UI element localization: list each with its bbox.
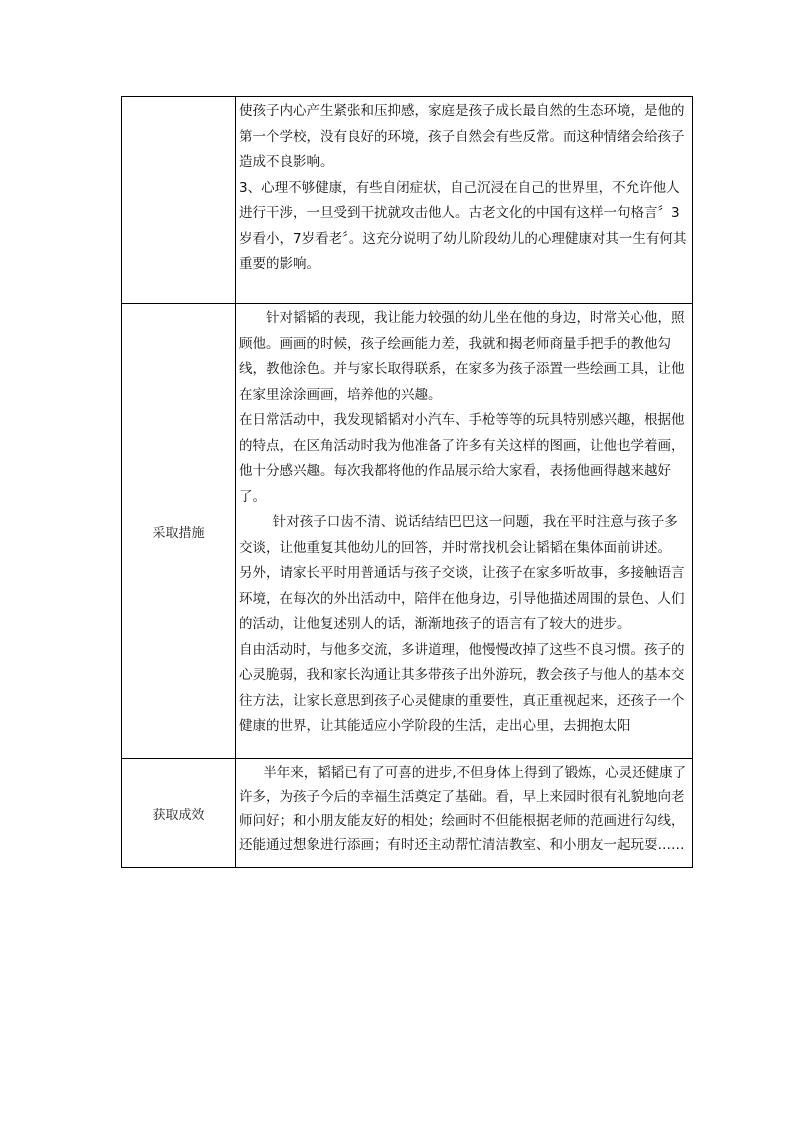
table-row	[122, 759, 693, 868]
paragraph: 针对孩子口齿不清、说话结结巴巴这一问题，我在平时注意与孩子多交谈，让他重复其他幼儿的回答，并时常找机会让韬韬在集体面前讲述。 另外，请家长平时用普通话与孩子交谈，让孩子在家多听故事，多接触语言环境，在每次的外出活动中，陪伴在他身边，引导他描述周围的景色、人们的活动，让他复述别人的话，渐渐地孩子的语言有了较大的进步。	[239, 514, 705, 632]
row-label: 采取措施	[122, 304, 236, 759]
row-content	[236, 759, 693, 868]
table-row	[122, 97, 693, 304]
row-content	[236, 97, 693, 304]
paragraph: 半年来，韬韬已有了可喜的进步,不但身体上得到了锻炼，心灵还健康了许多，为孩子今后的幸福生活奠定了基础。看，早上来园时很有礼貌地向老师问好；和小朋友能友好的相处；绘画时不但能根据老师的范画进行勾线，还能通过想象进行添画；有时还主动帮忙清洁教室、和小朋友一起玩耍……	[239, 765, 687, 853]
row-label	[122, 97, 236, 304]
paragraph: 3、心理不够健康，有些自闭症状，自己沉浸在自己的世界里，不允许他人进行干涉，一旦受到干扰就攻击他人。古老文化的中国有这样一句格言〞3岁看小，7岁看老〞。这充分说明了幼儿阶段幼儿的心理健康对其一生有何其重要的影响。	[239, 179, 687, 272]
paragraph: 在日常活动中，我发现韬韬对小汽车、手枪等等的玩具特别感兴趣，根据他的特点，在区角活动时我为他准备了许多有关这样的图画，让他也学着画，他十分感兴趣。每次我都将他的作品展示给大家看，表扬他画得越来越好了。	[239, 412, 685, 505]
paragraph: 自由活动时，与他多交流，多讲道理，他慢慢改掉了这些不良习惯。孩子的心灵脆弱，我和家长沟通让其多带孩子出外游玩，教会孩子与他人的基本交往方法，让家长意思到孩子心灵健康的重要性，真正重视起来，还孩子一个健康的世界，让其能适应小学阶段的生活，走出心里，去拥抱太阳	[239, 641, 685, 734]
row-content	[236, 304, 705, 759]
paragraph: 针对韬韬的表现，我让能力较强的幼儿坐在他的身边，时常关心他，照顾他。画画的时候，孩子绘画能力差，我就和揭老师商量手把手的教他勾线，教他涂色。并与家长取得联系，在家多为孩子添置一些绘画工具，让他在家里涂涂画画，培养他的兴趣。	[239, 310, 685, 403]
row-label: 获取成效	[122, 759, 236, 868]
table-row	[122, 304, 693, 759]
document-table	[121, 96, 705, 868]
paragraph: 使孩子内心产生紧张和压抑感，家庭是孩子成长最自然的生态环境，是他的第一个学校，没有良好的环境，孩子自然会有些反常。而这种情绪会给孩子造成不良影响。	[239, 103, 685, 170]
